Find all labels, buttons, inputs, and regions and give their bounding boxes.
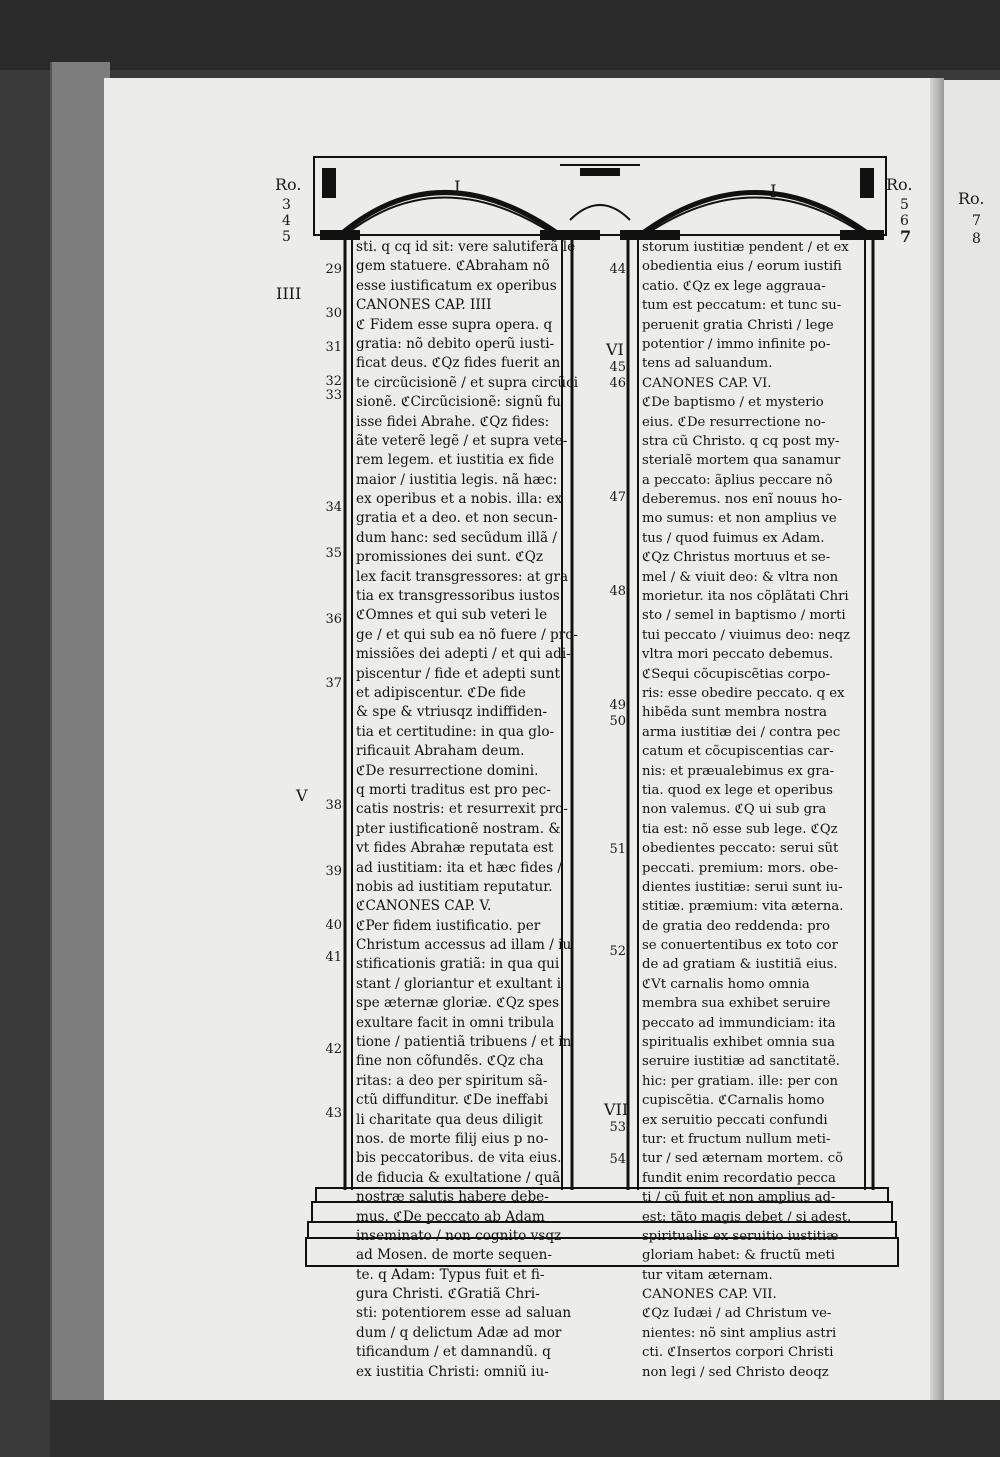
text-line: fine non cõfundẽs. ℭQz cha — [356, 1053, 544, 1070]
text-line: ℭQz Christus mortuus et se- — [642, 550, 831, 566]
text-line: tui peccato / viuimus deo: neqz — [642, 627, 850, 643]
text-line: catio. ℭQz ex lege aggraua- — [642, 278, 826, 294]
text-line: tus / quod fuimus ex Adam. — [642, 530, 825, 546]
text-line: spiritualis exhibet omnia sua — [642, 1035, 836, 1051]
text-line: ℭCANONES CAP. V. — [356, 898, 492, 915]
text-line: et adipiscentur. ℭDe fide — [356, 684, 526, 701]
text-line: sto / semel in baptismo / morti — [642, 608, 846, 624]
text-line: catis nostris: et resurrexit pro- — [356, 801, 568, 818]
text-line: sionẽ. ℭCircũcisionẽ: signũ fu — [356, 394, 561, 411]
verse-number: 46 — [609, 376, 626, 391]
text-line: gem statuere. ℭAbraham nõ — [356, 258, 550, 275]
text-line: ãte veterẽ legẽ / et supra vete- — [356, 432, 568, 449]
text-line: morietur. ita nos cõplãtati Chri — [642, 589, 849, 605]
text-line: tens ad saluandum. — [642, 356, 773, 372]
text-line: & spe & vtriusqz indiffiden- — [356, 704, 548, 721]
right-column-header: I — [770, 182, 777, 202]
text-line: gloriam habet: & fructũ meti — [642, 1248, 836, 1264]
text-line: missiões dei adepti / et qui adi- — [356, 646, 571, 663]
text-line: ℭ Fidem esse supra opera. q — [356, 316, 553, 333]
verse-number: 38 — [325, 798, 342, 813]
verse-number: 39 — [325, 864, 342, 879]
text-line: obedientia eius / eorum iustifi — [642, 259, 842, 275]
right-roman-numeral: VII — [604, 1100, 629, 1119]
text-line: non valemus. ℭQ ui sub gra — [642, 802, 827, 818]
text-line: membra sua exhibet seruire — [642, 996, 831, 1012]
text-line: mus. ℭDe peccato ab Adam — [356, 1208, 545, 1225]
text-line: rem legem. et iustitia ex fide — [356, 452, 555, 469]
left-roman-numeral: V — [296, 786, 308, 805]
right-roman-numeral: VI — [606, 340, 624, 359]
left-column-header: I — [454, 178, 461, 198]
right-book-ref: Ro. — [886, 175, 913, 194]
text-line: tificandum / et damnandũ. q — [356, 1344, 551, 1361]
right-text-column — [642, 238, 851, 1382]
text-line: cti. ℭInsertos corpori Christi — [642, 1345, 834, 1361]
text-line: obedientes peccato: serui sũt — [642, 841, 839, 857]
facing-book-ref: Ro. — [958, 189, 985, 208]
verse-number: 47 — [609, 490, 626, 505]
text-line: de gratia deo reddenda: pro — [642, 918, 830, 934]
facing-chapter-ref: 8 — [972, 231, 981, 247]
right-chapter-ref: 5 — [900, 197, 909, 213]
text-line: exultare facit in omni tribula — [356, 1014, 555, 1031]
text-line: dum / q delictum Adæ ad mor — [356, 1324, 562, 1341]
text-line: eius. ℭDe resurrectione no- — [642, 414, 826, 430]
text-line: seruire iustitiæ ad sanctitatẽ. — [642, 1054, 840, 1070]
text-line: nos. de morte filij eius p no- — [356, 1130, 549, 1147]
text-line: CANONES CAP. VII. — [642, 1287, 777, 1303]
text-line: ℭSequi cõcupiscẽtias corpo- — [642, 666, 831, 682]
text-line: tione / patientiã tribuens / et in — [356, 1034, 572, 1051]
text-line: ℭQz Iudæi / ad Christum ve- — [642, 1306, 832, 1322]
text-line: ℭVt carnalis homo omnia — [642, 976, 810, 992]
text-line: nis: et præualebimus ex gra- — [642, 763, 835, 779]
text-line: nientes: nõ sint amplius astri — [642, 1325, 837, 1341]
text-line: de fiducia & exultatione / quã — [356, 1169, 561, 1186]
left-chapter-ref: 4 — [282, 213, 291, 229]
verse-number: 53 — [609, 1120, 626, 1135]
text-line: ℭPer fidem iustificatio. per — [356, 917, 541, 934]
left-roman-numeral: IIII — [276, 284, 302, 303]
text-line: catum et cõcupiscentias car- — [642, 744, 834, 760]
text-line: ge / et qui sub ea nõ fuere / pro- — [356, 626, 578, 643]
verse-number: 29 — [325, 262, 342, 277]
facing-chapter-ref: 7 — [972, 213, 981, 229]
verse-number: 50 — [609, 714, 626, 729]
text-line: CANONES CAP. VI. — [642, 375, 772, 391]
text-line: CANONES CAP. IIII — [356, 297, 492, 314]
left-text-column — [356, 238, 578, 1382]
verse-number: 36 — [325, 612, 342, 627]
text-line: pter iustificationẽ nostram. & — [356, 820, 561, 837]
text-line: ficat deus. ℭQz fides fuerit an — [356, 355, 561, 372]
text-line: ex seruitio peccati confundi — [642, 1112, 828, 1128]
text-line: ctũ diffunditur. ℭDe ineffabi — [356, 1092, 549, 1109]
text-line: promissiones dei sunt. ℭQz — [356, 549, 544, 566]
text-line: stant / gloriantur et exultant i — [356, 975, 562, 992]
text-line: ℭDe baptismo / et mysterio — [642, 395, 824, 411]
text-line: tur: et fructum nullum meti- — [642, 1131, 831, 1147]
text-line: ℭOmnes et qui sub veteri le — [356, 607, 548, 624]
text-line: bis peccatoribus. de vita eius. — [356, 1150, 562, 1167]
text-line: potentior / immo infinite po- — [642, 336, 831, 352]
verse-number: 45 — [609, 360, 626, 375]
text-line: stra cũ Christo. q cq post my- — [642, 433, 840, 449]
text-line: gratia et a deo. et non secun- — [356, 510, 558, 527]
text-line: est: tãto magis debet / si adest. — [642, 1209, 852, 1225]
text-line: nobis ad iustitiam reputatur. — [356, 878, 553, 895]
text-line: stificationis gratiã: in qua qui — [356, 956, 560, 973]
text-line: dientes iustitiæ: serui sunt iu- — [642, 879, 843, 895]
verse-number: 51 — [609, 842, 626, 857]
verse-number: 43 — [325, 1106, 342, 1121]
verse-number: 37 — [325, 676, 342, 691]
verse-number: 54 — [609, 1152, 626, 1167]
right-chapter-ref: 6 — [900, 213, 909, 229]
text-line: tia ex transgressoribus iustos. — [356, 588, 565, 605]
text-line: spiritualis ex seruitio iustitiæ — [642, 1228, 839, 1244]
verse-number: 49 — [609, 698, 626, 713]
text-line: peccato ad immundiciam: ita — [642, 1015, 836, 1031]
text-line: stitiæ. præmium: vita æterna. — [642, 899, 844, 915]
text-line: tur vitam æternam. — [642, 1267, 773, 1283]
text-line: se conuertentibus ex toto cor — [642, 938, 838, 954]
text-line: deberemus. nos enĩ nouus ho- — [642, 492, 843, 508]
text-line: cupiscẽtia. ℭCarnalis homo — [642, 1093, 825, 1109]
text-line: ℭDe resurrectione domini. — [356, 762, 539, 779]
text-line: ris: esse obedire peccato. q ex — [642, 685, 845, 701]
text-line: ad iustitiam: ita et hæc fides / — [356, 859, 562, 876]
text-line: ti / cũ fuit et non amplius ad- — [642, 1190, 836, 1206]
text-line: ex iustitia Christi: omniũ iu- — [356, 1363, 549, 1380]
text-line: vltra mori peccato debemus. — [642, 647, 834, 663]
verse-number: 34 — [325, 500, 342, 515]
text-line: vt fides Abrahæ reputata est — [356, 840, 554, 857]
text-line: te circũcisionẽ / et supra circũci — [356, 374, 579, 391]
verse-number: 42 — [325, 1042, 342, 1057]
text-line: de ad gratiam & iustitiã eius. — [642, 957, 838, 973]
right-chapter-ref: 7 — [900, 227, 912, 246]
text-line: gratia: nõ debito operũ iusti- — [356, 335, 555, 352]
text-line: arma iustitiæ dei / contra pec — [642, 724, 841, 740]
text-line: nostræ salutis habere debe- — [356, 1189, 549, 1206]
text-line: Christum accessus ad illam / iu — [356, 937, 572, 954]
text-line: peruenit gratia Christi / lege — [642, 317, 834, 333]
text-line: tur / sed æternam mortem. cõ — [642, 1151, 844, 1167]
text-line: maior / iustitia legis. nã hæc: — [356, 471, 558, 488]
text-line: rificauit Abraham deum. — [356, 743, 525, 760]
text-line: sterialẽ mortem qua sanamur — [642, 453, 841, 469]
text-line: tia est: nõ esse sub lege. ℭQz — [642, 821, 838, 837]
text-line: esse iustificatum ex operibus — [356, 277, 557, 294]
text-line: dum hanc: sed secũdum illã / — [356, 529, 557, 546]
text-line: mel / & viuit deo: & vltra non — [642, 569, 839, 585]
text-line: tia. quod ex lege et operibus — [642, 782, 833, 798]
verse-number: 52 — [609, 944, 626, 959]
text-line: ex operibus et a nobis. illa: ex — [356, 491, 563, 508]
verse-number: 30 — [325, 306, 342, 321]
verse-number: 32 — [325, 374, 342, 389]
text-line: lex facit transgressores: at gra — [356, 568, 569, 585]
left-chapter-ref: 3 — [282, 197, 291, 213]
text-line: inseminato / non cognito vsqz — [356, 1227, 562, 1244]
left-book-ref: Ro. — [275, 175, 302, 194]
text-line: tia et certitudine: in qua glo- — [356, 723, 555, 740]
text-line: mo sumus: et non amplius ve — [642, 511, 837, 527]
text-line: piscentur / fide et adepti sunt — [356, 665, 560, 682]
verse-number: 44 — [609, 262, 626, 277]
text-line: fundit enim recordatio pecca — [642, 1170, 836, 1186]
verse-number: 33 — [325, 388, 342, 403]
text-line: tum est peccatum: et tunc su- — [642, 298, 842, 314]
verse-number: 35 — [325, 546, 342, 561]
verse-number: 41 — [325, 950, 342, 965]
text-line: non legi / sed Christo deoqz — [642, 1364, 829, 1380]
text-line: li charitate qua deus diligit — [356, 1111, 543, 1128]
text-line: ritas: a deo per spiritum sã- — [356, 1072, 548, 1089]
text-line: sti. q cq id sit: vere salutiferã le — [356, 239, 576, 255]
text-line: ad Mosen. de morte sequen- — [356, 1247, 552, 1264]
text-line: sti: potentiorem esse ad saluan — [356, 1305, 572, 1322]
verse-number: 48 — [609, 584, 626, 599]
text-line: spe æternæ gloriæ. ℭQz spes — [356, 995, 560, 1012]
text-line: gura Christi. ℭGratiã Chri- — [356, 1286, 540, 1303]
verse-number: 40 — [325, 918, 342, 933]
text-line: te. q Adam: Typus fuit et fi- — [356, 1266, 545, 1283]
left-chapter-ref: 5 — [282, 229, 291, 245]
text-line: q morti traditus est pro pec- — [356, 781, 551, 798]
text-line: hic: per gratiam. ille: per con — [642, 1073, 839, 1089]
verse-number: 31 — [325, 340, 342, 355]
text-line: peccati. premium: mors. obe- — [642, 860, 839, 876]
text-line: storum iustitiæ pendent / et ex — [642, 240, 849, 255]
text-line: hibẽda sunt membra nostra — [642, 705, 827, 721]
text-line: isse fidei Abrahe. ℭQz fides: — [356, 413, 550, 430]
text-line: a peccato: ãplius peccare nõ — [642, 472, 833, 488]
